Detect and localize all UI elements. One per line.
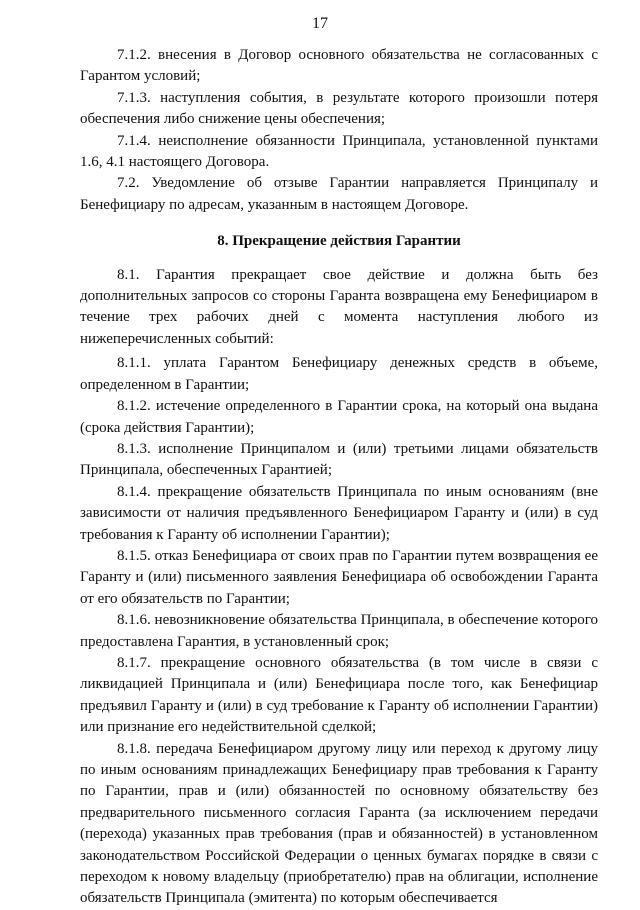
clause-8-1-8: 8.1.8. передача Бенефициаром другому лицу или переход к другому лицу по иным основаниям принадлежащих Бенефициару прав требования к Гаранту по Гарантии, прав и (или) обязанностей по основному обязательству без предварительного письменного согласия Гаранта (за исключением передачи (перехода) указанных прав требования (прав и обязанностей) в установленном законодательством Российской Федерации о ценных бумагах порядке в связи с переходом к новому владельцу (приобретателю) прав на облигации, исполнение обязательств Принципала (эмитента) по которым обеспечивается	[80, 740, 598, 907]
section-heading: 8. Прекращение действия Гарантии	[217, 233, 461, 250]
document-body	[80, 45, 598, 910]
clause-8-1: 8.1. Гарантия прекращает свое действие и должна быть без дополнительных запросов со стороны Гаранта возвращена ему Бенефициаром в течение трех рабочих дней с момента наступления любого из нижеперечисленных событий:	[80, 266, 598, 347]
clause-7-2: 7.2. Уведомление об отзыве Гарантии направляется Принципалу и Бенефициару по адресам, указанным в настоящем Договоре.	[80, 175, 598, 213]
page-number: 17	[312, 15, 328, 32]
clause-8-1-3: 8.1.3. исполнение Принципалом и (или) третьими лицами обязательств Принципала, обеспеченных Гарантией;	[80, 440, 598, 479]
clause-8-1-7: 8.1.7. прекращение основного обязательства (в том числе в связи с ликвидацией Принципала и (или) Бенефициара после того, как Бенефициар предъявил Гаранту и (или) в суд требование к Гаранту об исполнении Гарантии) или признание его недействительной сделкой;	[80, 654, 598, 736]
clause-8-1-6: 8.1.6. невозникновение обязательства Принципала, в обеспечение которого предоставлена Гарантия, в установленный срок;	[80, 612, 598, 650]
clause-8-1-4: 8.1.4. прекращение обязательств Принципала по иным основаниям (вне зависимости от наличия предъявленного Бенефициаром Гаранту и (или) в суд требования к Гаранту об исполнении Гарантии);	[80, 483, 598, 543]
clause-7-1-3: 7.1.3. наступления события, в результате которого произошли потеря обеспечения либо снижение цены обеспечения;	[80, 89, 598, 128]
clause-8-1-1: 8.1.1. уплата Гарантом Бенефициару денежных средств в объеме, определенном в Гарантии;	[80, 355, 598, 393]
clause-8-1-5: 8.1.5. отказ Бенефициара от своих прав по Гарантии путем возвращения ее Гаранту и (или) письменного заявления Бенефициара об освобождении Гаранта от его обязательств по Гарантии;	[80, 547, 598, 607]
clause-7-1-2: 7.1.2. внесения в Договор основного обязательства не согласованных с Гарантом условий;	[80, 47, 598, 85]
clause-7-1-4: 7.1.4. неисполнение обязанности Принципала, установленной пунктами 1.6, 4.1 настоящего Договора.	[80, 132, 598, 171]
clause-8-1-2: 8.1.2. истечение определенного в Гарантии срока, на который она выдана (срока действия Гарантии);	[80, 398, 598, 436]
